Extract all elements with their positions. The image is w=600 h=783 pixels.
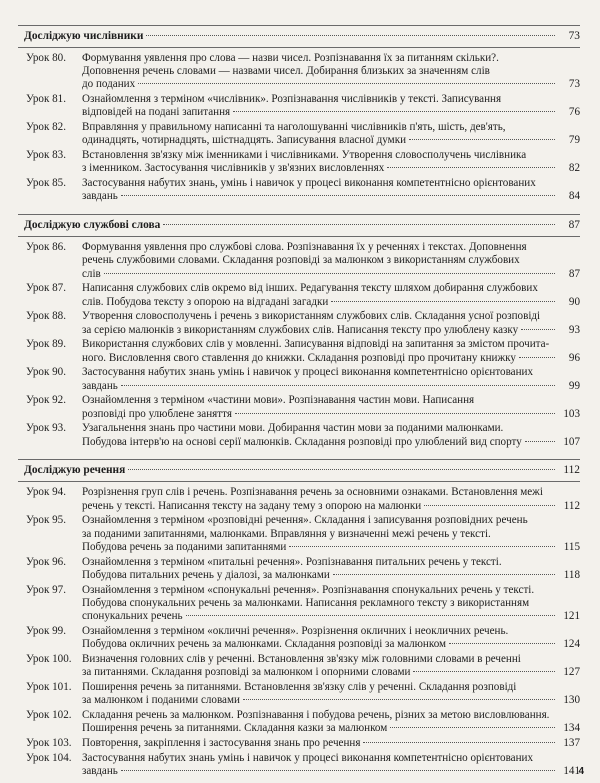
lesson-text: завдань xyxy=(82,190,118,203)
lesson-entry xyxy=(18,556,580,582)
lesson-line xyxy=(82,709,580,722)
lesson-text: завдань xyxy=(82,379,118,392)
lesson-line xyxy=(82,65,580,78)
lesson-text: Вправляння у правильному написанні та наголошуванні числівників п'ять, шість, дев'ять, xyxy=(82,121,506,134)
lesson-number: Урок 86. xyxy=(26,241,67,254)
lesson-text: за малюнком і поданими словами xyxy=(82,694,240,707)
lesson-number: Урок 103. xyxy=(26,736,72,749)
lesson-number: Урок 104. xyxy=(26,751,72,764)
section-title: Досліджую службові слова xyxy=(24,219,161,232)
lesson-text: Поширення речень за питаннями. Встановлення зв'язку слів у реченні. Складання розповіді xyxy=(82,680,517,693)
lesson-line xyxy=(82,380,580,393)
lesson-description xyxy=(82,486,580,512)
lesson-number: Урок 82. xyxy=(26,121,67,134)
dot-leader xyxy=(186,615,555,616)
section-rule xyxy=(18,25,580,26)
lesson-page: 141 xyxy=(563,764,580,777)
lesson-page: 124 xyxy=(563,638,580,651)
lesson-text: Ознайомлення з терміном «частини мови». Розпізнавання частин мови. Написання xyxy=(82,394,475,407)
lesson-text: Побудова спонукальних речень за малюнками. Написання рекламного тексту з використанням xyxy=(82,596,530,609)
lesson-page: 115 xyxy=(563,540,580,553)
section-gap xyxy=(18,205,580,211)
lesson-page: 73 xyxy=(568,78,580,91)
lesson-line xyxy=(82,514,580,527)
lesson-text: за серією малюнків з використанням службових слів. Написання тексту про улюблену казку xyxy=(82,323,519,336)
lesson-line xyxy=(82,528,580,541)
lesson-line xyxy=(82,556,580,569)
lesson-line xyxy=(82,486,580,499)
lesson-entry xyxy=(18,653,580,679)
dot-leader xyxy=(233,111,555,112)
lesson-line xyxy=(82,241,580,254)
dot-leader xyxy=(409,139,555,140)
lesson-page: 84 xyxy=(568,190,580,203)
lesson-page: 121 xyxy=(563,610,580,623)
dot-leader xyxy=(387,167,555,168)
dot-leader xyxy=(519,357,555,358)
lesson-entry xyxy=(18,241,580,281)
lesson-line xyxy=(82,190,580,203)
dot-leader xyxy=(449,643,555,644)
section-rule xyxy=(18,214,580,215)
lesson-page: 76 xyxy=(568,106,580,119)
lesson-description xyxy=(82,752,580,778)
lesson-line xyxy=(82,310,580,323)
dot-leader xyxy=(163,224,555,225)
lesson-line xyxy=(82,666,580,679)
lesson-number: Урок 83. xyxy=(26,149,67,162)
lesson-line xyxy=(82,681,580,694)
lesson-number: Урок 87. xyxy=(26,282,67,295)
lesson-text: Формування уявлення про службові слова. Розпізнавання їх у реченнях і текстах. Доповнення xyxy=(82,241,527,254)
section-rule xyxy=(18,47,580,48)
lesson-line xyxy=(82,162,580,175)
lesson-line xyxy=(82,52,580,65)
lesson-text: Побудова питальних речень у діалозі, за малюнками xyxy=(82,568,330,581)
lesson-text: ного. Висловлення свого ставлення до книжки. Складання розповіді про прочитану книжку xyxy=(82,351,516,364)
dot-leader xyxy=(424,505,555,506)
lesson-line xyxy=(82,422,580,435)
lesson-line xyxy=(82,500,580,513)
lesson-number: Урок 99. xyxy=(26,624,67,637)
lesson-number: Урок 97. xyxy=(26,583,67,596)
lesson-text: Ознайомлення з терміном «питальні речення». Розпізнавання питальних речень у тексті. xyxy=(82,555,502,568)
lesson-text: Складання речень за малюнком. Розпізнавання і побудова речень, різних за метою висловлювання. xyxy=(82,708,550,721)
lesson-line xyxy=(82,177,580,190)
lesson-line xyxy=(82,324,580,337)
lesson-text: відповідей на подані запитання xyxy=(82,106,231,119)
lesson-line xyxy=(82,752,580,765)
lesson-text: Визначення головних слів у реченні. Встановлення зв'язку між головними словами в реченні xyxy=(82,652,521,665)
lesson-description xyxy=(82,338,580,364)
lesson-page: 137 xyxy=(563,736,580,749)
lesson-text: слів xyxy=(82,267,101,280)
section-gap xyxy=(18,450,580,456)
dot-leader xyxy=(121,195,555,196)
lesson-line xyxy=(82,296,580,309)
lesson-entry xyxy=(18,394,580,420)
lesson-text: речень у тексті. Написання тексту на задану тему з опорою на малюнки xyxy=(82,499,422,512)
dot-leader xyxy=(121,770,555,771)
lesson-line xyxy=(82,597,580,610)
lesson-line xyxy=(82,78,580,91)
lesson-description xyxy=(82,310,580,336)
lesson-entry xyxy=(18,681,580,707)
lesson-line xyxy=(82,569,580,582)
lesson-number: Урок 80. xyxy=(26,52,67,64)
lesson-line xyxy=(82,352,580,365)
lesson-line xyxy=(82,93,580,106)
page-number: 4 xyxy=(578,766,584,777)
lesson-description xyxy=(82,282,580,308)
dot-leader xyxy=(128,469,555,470)
lesson-page: 79 xyxy=(568,134,580,147)
lesson-entry xyxy=(18,422,580,448)
lesson-line xyxy=(82,394,580,407)
lesson-text: Ознайомлення з терміном «числівник». Розпізнавання числівників у тексті. Записування xyxy=(82,93,502,106)
dot-leader xyxy=(235,413,555,414)
lesson-line xyxy=(82,106,580,119)
lesson-number: Урок 101. xyxy=(26,680,72,693)
lesson-entry xyxy=(18,514,580,554)
lesson-line xyxy=(82,584,580,597)
dot-leader xyxy=(525,441,555,442)
lesson-entry xyxy=(18,52,580,92)
lesson-description xyxy=(82,121,580,147)
lesson-text: розповіді про улюблене заняття xyxy=(82,407,232,420)
lesson-line xyxy=(82,625,580,638)
lesson-text: за поданими запитаннями, малюнками. Вправляння у визначенні межі речень у тексті. xyxy=(82,527,491,540)
lesson-line xyxy=(82,408,580,421)
lesson-text: Застосування набутих знань умінь і навичок у процесі виконання компетентнісно орієнтованих xyxy=(82,366,534,379)
lesson-description xyxy=(82,93,580,119)
section-heading xyxy=(18,30,580,42)
section-heading xyxy=(18,464,580,476)
lesson-description xyxy=(82,394,580,420)
dot-leader xyxy=(121,385,555,386)
lesson-entry xyxy=(18,366,580,392)
lesson-text: Розрізнення груп слів і речень. Розпізнавання речень за основними ознаками. Встановлення межі xyxy=(82,486,543,499)
lesson-page: 96 xyxy=(568,351,580,364)
lesson-number: Урок 90. xyxy=(26,366,67,379)
lesson-text: Написання службових слів окремо від інших. Редагування тексту шляхом добирання службових xyxy=(82,282,538,295)
lesson-number: Урок 88. xyxy=(26,310,67,323)
lesson-entry xyxy=(18,737,580,750)
lesson-line xyxy=(82,737,580,750)
lesson-text: одинадцять, чотирнадцять, шістнадцять. Записування власної думки xyxy=(82,134,407,147)
lesson-page: 130 xyxy=(563,694,580,707)
dot-leader xyxy=(138,83,555,84)
lesson-page: 134 xyxy=(563,722,580,735)
lesson-number: Урок 94. xyxy=(26,486,67,499)
dot-leader xyxy=(413,671,555,672)
lesson-page: 118 xyxy=(563,568,580,581)
lesson-page: 112 xyxy=(563,499,580,512)
lesson-description xyxy=(82,556,580,582)
lesson-number: Урок 92. xyxy=(26,394,67,407)
lesson-entry xyxy=(18,584,580,624)
lesson-line xyxy=(82,638,580,651)
lesson-text: Побудова речень за поданими запитаннями xyxy=(82,540,287,553)
lesson-text: Повторення, закріплення і застосування знань про речення xyxy=(82,736,361,749)
lesson-number: Урок 100. xyxy=(26,652,72,665)
lesson-text: слів. Побудова тексту з опорою на відгадані загадки xyxy=(82,295,329,308)
lesson-line xyxy=(82,653,580,666)
lesson-entry xyxy=(18,310,580,336)
lesson-page: 107 xyxy=(563,435,580,448)
lesson-entry xyxy=(18,752,580,778)
lesson-text: Узагальнення знань про частини мови. Добирання частин мови за поданими малюнками. xyxy=(82,422,504,435)
dot-leader xyxy=(331,301,555,302)
lesson-line xyxy=(82,254,580,267)
lesson-description xyxy=(82,422,580,448)
dot-leader xyxy=(243,699,555,700)
lesson-text: спонукальних речень xyxy=(82,610,183,623)
lesson-description xyxy=(82,653,580,679)
dot-leader xyxy=(104,273,555,274)
lesson-page: 103 xyxy=(563,407,580,420)
lesson-text: Застосування набутих знань умінь і навичок у процесі виконання компетентнісно орієнтованих xyxy=(82,751,534,764)
lesson-entry xyxy=(18,282,580,308)
lesson-entry xyxy=(18,149,580,175)
dot-leader xyxy=(363,742,555,743)
lesson-entry xyxy=(18,709,580,735)
lesson-entry xyxy=(18,338,580,364)
lesson-text: з іменником. Застосування числівників у зв'язних висловленнях xyxy=(82,162,385,175)
table-of-contents xyxy=(18,22,580,780)
lesson-text: Ознайомлення з терміном «розповідні речення». Складання і записування розповідних речень xyxy=(82,514,528,527)
dot-leader xyxy=(289,546,555,547)
lesson-line xyxy=(82,268,580,281)
lesson-number: Урок 102. xyxy=(26,708,72,721)
lesson-line xyxy=(82,765,580,778)
lesson-description xyxy=(82,177,580,203)
lesson-text: Поширення речень за питаннями. Складання казки за малюнком xyxy=(82,722,388,735)
lesson-description xyxy=(82,709,580,735)
lesson-page: 127 xyxy=(563,666,580,679)
section-title: Досліджую числівники xyxy=(24,30,144,42)
lesson-number: Урок 81. xyxy=(26,93,67,106)
lesson-entry xyxy=(18,177,580,203)
lesson-description xyxy=(82,625,580,651)
lesson-line xyxy=(82,722,580,735)
lesson-page: 93 xyxy=(568,323,580,336)
dot-leader xyxy=(390,727,555,728)
section-heading xyxy=(18,219,580,231)
lesson-page: 90 xyxy=(568,295,580,308)
lesson-line xyxy=(82,282,580,295)
lesson-text: Утворення словосполучень і речень з використанням службових слів. Складання усної розповіді xyxy=(82,310,541,323)
lesson-text: за питаннями. Складання розповіді за малюнком і опорними словами xyxy=(82,666,411,679)
lesson-text: Застосування набутих знань, умінь і навичок у процесі виконання компетентнісно орієнтованих xyxy=(82,177,536,190)
section-rule xyxy=(18,481,580,482)
lesson-page: 82 xyxy=(568,162,580,175)
lesson-number: Урок 93. xyxy=(26,422,67,435)
lesson-description xyxy=(82,514,580,554)
lesson-description xyxy=(82,149,580,175)
lesson-line xyxy=(82,366,580,379)
lesson-text: речень службовими словами. Складання розповіді за малюнком з використанням службових xyxy=(82,254,520,267)
section-rule xyxy=(18,459,580,460)
lesson-text: Побудова інтерв'ю на основі серії малюнків. Складання розповіді про улюблений вид спорту xyxy=(82,435,522,448)
lesson-number: Урок 96. xyxy=(26,555,67,568)
lesson-line xyxy=(82,436,580,449)
lesson-line xyxy=(82,149,580,162)
section-rule xyxy=(18,236,580,237)
lesson-line xyxy=(82,121,580,134)
lesson-number: Урок 85. xyxy=(26,177,67,190)
lesson-text: Використання службових слів у мовленні. Записування відповіді на запитання за змістом прочита- xyxy=(82,338,550,351)
lesson-line xyxy=(82,610,580,623)
dot-leader xyxy=(146,35,555,36)
lesson-description xyxy=(82,241,580,281)
lesson-entry xyxy=(18,486,580,512)
lesson-entry xyxy=(18,625,580,651)
lesson-entry xyxy=(18,93,580,119)
lesson-line xyxy=(82,134,580,147)
lesson-line xyxy=(82,694,580,707)
section-page: 73 xyxy=(568,30,580,42)
dot-leader xyxy=(521,329,555,330)
lesson-page: 99 xyxy=(568,379,580,392)
section-page: 87 xyxy=(568,219,580,232)
lesson-line xyxy=(82,338,580,351)
section-title: Досліджую речення xyxy=(24,464,126,477)
lesson-number: Урок 95. xyxy=(26,514,67,527)
lesson-line xyxy=(82,541,580,554)
lesson-description xyxy=(82,737,580,750)
lesson-text: Побудова окличних речень за малюнками. Складання розповіді за малюнком xyxy=(82,638,447,651)
lesson-description xyxy=(82,52,580,92)
lesson-text: Ознайомлення з терміном «окличні речення». Розрізнення окличних і неокличних речень. xyxy=(82,624,509,637)
lesson-number: Урок 89. xyxy=(26,338,67,351)
lesson-description xyxy=(82,584,580,624)
lesson-text: Доповнення речень словами — назвами чисел. Добирання близьких за значенням слів xyxy=(82,65,490,78)
lesson-page: 87 xyxy=(568,267,580,280)
lesson-text: завдань xyxy=(82,764,118,777)
lesson-description xyxy=(82,366,580,392)
dot-leader xyxy=(333,574,555,575)
lesson-text: Ознайомлення з терміном «спонукальні речення». Розпізнавання спонукальних речень у тексті. xyxy=(82,583,535,596)
lesson-text: Встановлення зв'язку між іменниками і числівниками. Утворення словосполучень числівника xyxy=(82,149,527,162)
lesson-description xyxy=(82,681,580,707)
lesson-entry xyxy=(18,121,580,147)
lesson-text: Формування уявлення про слова — назви чисел. Розпізнавання їх за питанням скільки?. xyxy=(82,52,499,64)
section-page: 112 xyxy=(563,464,580,477)
lesson-text: до поданих xyxy=(82,78,136,91)
